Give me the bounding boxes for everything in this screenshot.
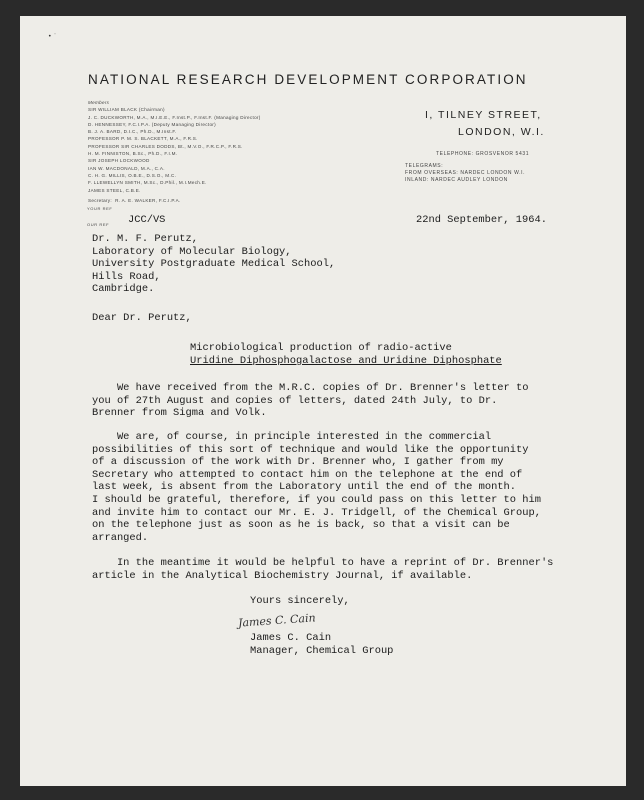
your-ref-label: YOUR REF	[87, 206, 113, 211]
corner-mark: • ˙	[48, 33, 57, 40]
recipient-line: Cambridge.	[92, 283, 155, 296]
member: JAMES STEEL, C.B.E.	[88, 187, 141, 193]
salutation: Dear Dr. Perutz,	[92, 312, 192, 324]
body-line: you of 27th August and copies of letters, dated 24th July, to Dr.	[92, 394, 498, 407]
body-line: of a discussion of the work with Dr. Brenner who, I gather from my	[92, 456, 504, 469]
recipient-line: Hills Road,	[92, 270, 161, 283]
body-paragraph-3	[92, 557, 553, 582]
telephone: TELEPHONE: GROSVENOR 5431	[436, 151, 530, 157]
body-line: Secretary who attempted to contact him on the telephone at the end of	[92, 468, 523, 481]
body-line: and invite him to contact our Mr. E. J. Tridgell, of the Chemical Group,	[92, 506, 541, 519]
secretary: Secretary: R. A. E. WALKER, F.C.I.P.A.	[88, 197, 181, 203]
body-line: Brenner from Sigma and Volk.	[92, 407, 267, 420]
members-label: Members	[88, 100, 110, 105]
body-line: possibilities of this sort of technique and would like the opportunity	[92, 443, 529, 456]
body-line: article in the Analytical Biochemistry Journal, if available.	[92, 569, 473, 582]
body-line: We are, of course, in principle interested in the commercial	[92, 431, 492, 443]
telegrams-overseas: FROM OVERSEAS: NARDEC LONDON W.I.	[405, 170, 526, 176]
subject-line-2: Uridine Diphosphogalactose and Uridine Diphosphate	[190, 355, 502, 367]
telegrams-label: TELEGRAMS:	[405, 163, 444, 169]
recipient-line: University Postgraduate Medical School,	[92, 258, 336, 271]
member: PROFESSOR SIR CHARLES DODDS, Bt., M.V.O., F.R.C.P., F.R.S.	[88, 143, 243, 149]
member: C. H. G. MILLIS, O.B.E., D.S.O., M.C.	[88, 172, 177, 178]
member: H. M. FINNISTON, B.Sc., Ph.D., F.I.M.	[88, 151, 178, 157]
body-line: on the telephone just as soon as he is back, so that a visit can be	[92, 519, 510, 532]
letter-date: 22nd September, 1964.	[416, 214, 547, 226]
telegrams-inland: INLAND: NARDEC AUDLEY LONDON	[405, 177, 508, 183]
recipient-line: Laboratory of Molecular Biology,	[92, 245, 292, 258]
member: F. LLEWELLYN SMITH, M.Sc., D.Phil., M.I.Mech.E.	[88, 180, 207, 186]
body-line: arranged.	[92, 531, 149, 544]
body-line: last week, is absent from the Laboratory until the end of the month.	[92, 481, 517, 494]
member: D. HENNESSEY, F.C.I.P.A. (Deputy Managing Director)	[88, 121, 216, 127]
member: B. J. A. BARD, D.I.C., Ph.D., M.Inst.F.	[88, 129, 177, 135]
body-line: I should be grateful, therefore, if you could pass on this letter to him	[92, 493, 541, 506]
body-paragraph-2	[92, 431, 541, 544]
member: J. C. DUCKWORTH, M.A., M.I.E.E., F.Inst.P., F.Inst.F. (Managing Director)	[88, 114, 261, 120]
member: PROFESSOR P. M. S. BLACKETT, M.A., F.R.S.	[88, 136, 198, 142]
signatory-name: James C. Cain	[250, 632, 332, 644]
address-line-1: I, TILNEY STREET,	[425, 109, 542, 121]
handwritten-signature: James C. Cain	[237, 611, 317, 630]
member: SIR JOSEPH LOCKWOOD	[88, 158, 150, 164]
subject-line-1: Microbiological production of radio-active	[190, 342, 452, 354]
recipient-line: Dr. M. F. Perutz,	[92, 233, 199, 245]
body-paragraph-1	[92, 382, 528, 420]
member: SIR WILLIAM BLACK (Chairman)	[88, 107, 165, 113]
body-line: We have received from the M.R.C. copies of Dr. Brenner's letter to	[92, 382, 529, 394]
our-ref-label: OUR REF	[87, 222, 110, 227]
members-list	[88, 99, 261, 204]
our-ref: JCC/VS	[128, 214, 166, 226]
body-line: In the meantime it would be helpful to have a reprint of Dr. Brenner's	[92, 557, 554, 569]
member: IAN W. MACDONALD, M.A., C.A.	[88, 165, 165, 171]
signatory-title: Manager, Chemical Group	[250, 645, 394, 657]
closing: Yours sincerely,	[250, 595, 350, 607]
recipient-address	[92, 233, 335, 296]
address-line-2: LONDON, W.I.	[458, 126, 545, 138]
organization-heading: NATIONAL RESEARCH DEVELOPMENT CORPORATION	[88, 72, 528, 87]
